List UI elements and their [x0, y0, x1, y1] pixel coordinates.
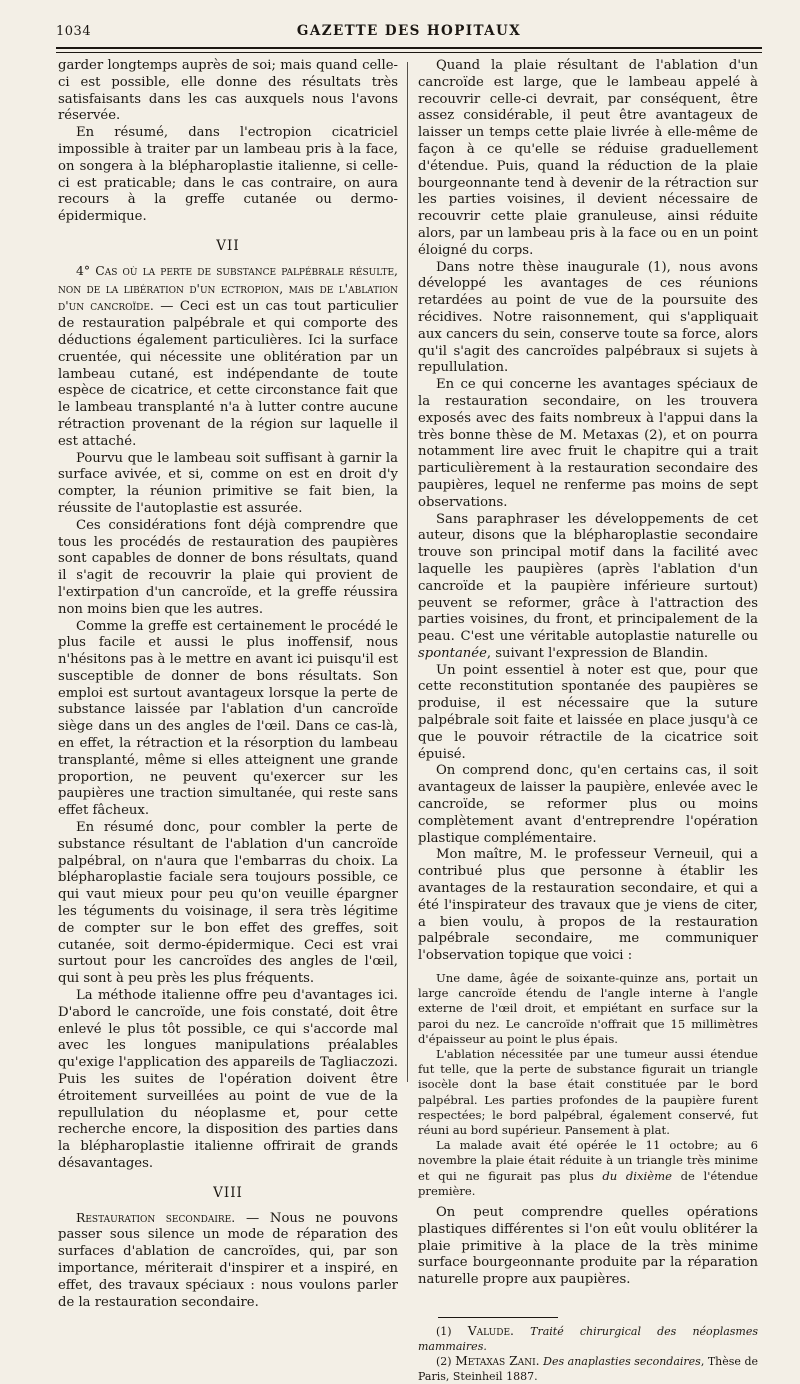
footnote-author: Valude.: [467, 1323, 514, 1339]
header-rule-thick: [56, 47, 762, 49]
section-vii-paragraph: [58, 263, 398, 451]
section-number-vii: VII: [216, 237, 240, 254]
italic-term: spontanée: [418, 645, 487, 661]
case-observation: [418, 971, 758, 1199]
paragraph: Dans notre thèse inaugurale (1), nous avons développé les avantages de ces réunions retardées au point de vue de la poursuite des récidives. Notre raisonnement, qui s'appliquait aux cancers du sein, conserve toute sa force, alors qu'il s'agit des cancroïdes palpébraux si sujets à repullulation.: [418, 259, 758, 376]
paragraph: Comme la greffe est certainement le procédé le plus facile et aussi le plus inoffensif, nous n'hésitons pas à le mettre en avant ici puisqu'il est susceptible de donner de bons résultats. Son emploi est surtout avantageux lorsque la perte de substance laissée par l'ablation d'un cancroïde siège dans un des angles de l'œil. Dans ce cas-là, en effet, la rétraction et la résorption du lambeau transplanté, même si elles atteignent une grande proportion, ne peuvent qu'exercer sur les paupières une traction simultanée, qui reste sans effet fâcheux.: [58, 618, 398, 819]
column-divider: [407, 62, 408, 1082]
section-number-viii: VIII: [213, 1184, 243, 1201]
section-viii-paragraph: [58, 1210, 398, 1312]
paragraph: En ce qui concerne les avantages spéciaux de la restauration secondaire, on les trouvera exposés avec des faits nombreux à l'appui dans la très bonne thèse de M. Metaxas (2), et on pourra notamment lire avec fruit le chapitre qui a trait particulièrement à la restauration secondaire des paupières, lequel ne renferme pas moins de sept observations.: [418, 377, 758, 510]
paragraph: Quand la plaie résultant de l'ablation d'un cancroïde est large, que le lambeau appelé à recouvrir celle-ci devrait, par conséquent, être assez considérable, il peut être avantageux de laisser un temps cette plaie livrée à elle-même de façon à ce qu'elle se réduise graduellement d'étendue. Puis, quand la réduction de la plaie bourgeonnante tend à devenir de la rétraction sur les parties voisines, il devient nécessaire de recouvrir cette plaie granuleuse, ainsi réduite alors, par un lambeau pris à la face ou en un point éloigné du corps.: [418, 58, 758, 258]
observation-paragraph: Une dame, âgée de soixante-quinze ans, portait un large cancroïde étendu de l'angle interne à l'angle externe de l'œil droit, et empiétant en surface sur la paroi du nez. Le cancroïde n'offrait que 15 millimètres d'épaisseur au point le plus épais.: [418, 971, 758, 1046]
footnote-title: Des anaplasties secondaires: [543, 1355, 701, 1369]
page-number: 1034: [56, 24, 92, 39]
paragraph: Un point essentiel à noter est que, pour que cette reconstitution spontanée des paupières se produise, il est nécessaire que la suture palpébrale soit faite et laissée en place jusqu'à ce que le pouvoir rétractile de la cicatrice soit épuisé.: [418, 662, 758, 762]
paragraph: Mon maître, M. le professeur Verneuil, qui a contribué plus que personne à établir les avantages de la restauration secondaire, et qui a été l'inspirateur des travaux que je viens de citer, a bien voulu, à propos de la restauration palpébrale secondaire, me communiquer l'observation topique que voici :: [418, 847, 758, 964]
journal-title: GAZETTE DES HOPITAUX: [296, 23, 522, 39]
header-rule-thin: [56, 52, 762, 53]
text-run: , suivant l'expression de Blandin.: [486, 645, 709, 661]
italic-term: du dixième: [602, 1168, 672, 1183]
paragraph: La méthode italienne offre peu d'avantages ici. D'abord le cancroïde, une fois constaté, doit être enlevé le plus tôt possible, ce qui s'accorde mal avec les longues manipulations préalables qu'exige l'application des appareils de Tagliaczozi. Puis les suites de l'opération doivent être étroitement surveillées au point de vue de la repullulation du néoplasme et, pour cette recherche encore, la disposition des parties dans la blépharoplastie italienne offrirait de grands désavantages.: [58, 988, 398, 1171]
right-column: [418, 58, 758, 1384]
section-viii-text: — Nous ne pouvons passer sous silence un mode de réparation des surfaces d'ablation de cancroïdes, qui, par son importance, mériterait d'inspirer et a inspiré, en effet, des travaux spéciaux : nous voulons parler de la restauration secondaire.: [58, 1210, 398, 1310]
paragraph: garder longtemps auprès de soi; mais quand celle-ci est possible, elle donne des résultats très satisfaisants dans les cas auxquels nous l'avons réservée.: [58, 58, 398, 124]
left-column: [58, 58, 398, 1311]
paragraph: [418, 512, 758, 663]
observation-paragraph: L'ablation nécessitée par une tumeur aussi étendue fut telle, que la perte de substance figurait un triangle isocèle dont la base était constituée par le bord palpébral. Les parties profondes de la paupière furent respectées; le bord palpébral, également conservé, fut réuni au bord supérieur. Pansement à plat.: [418, 1047, 758, 1138]
footnote-author: Metaxas Zani.: [455, 1353, 540, 1369]
section-vii-heading: 4° Cas où la perte de substance palpébrale résulte, non de la libération d'un ectropion, mais de l'ablation d'un cancroïde.: [58, 262, 398, 314]
paragraph: Pourvu que le lambeau soit suffisant à garnir la surface avivée, et si, comme on est en droit d'y compter, la réunion primitive se fait bien, la réussite de l'autoplastie est assurée.: [58, 450, 398, 516]
page-header: [56, 22, 762, 46]
footnote-1: (1) Valude. Traité chirurgical des néoplasmes mammaires.: [418, 1323, 759, 1353]
paragraph: On comprend donc, qu'en certains cas, il soit avantageux de laisser la paupière, enlevée avec le cancroïde, se reformer plus ou moins complètement avant d'entreprendre l'opération plastique complémentaire.: [418, 763, 758, 846]
paragraph: En résumé donc, pour combler la perte de substance résultant de l'ablation d'un cancroïde palpébral, on n'aura que l'embarras du choix. La blépharoplastie faciale sera toujours possible, ce qui vaut mieux pour peu qu'on veuille épargner les téguments du voisinage, il sera très légitime de compter sur le bon effet des greffes, soit cutanée, soit dermo-épidermique. Ceci est vrai surtout pour les cancroïdes des angles de l'œil, qui sont à peu près les plus fréquents.: [58, 820, 398, 987]
section-vii-text: — Ceci est un cas tout particulier de restauration palpébrale et qui comporte des déductions également particulières. Ici la surface cruentée, qui nécessite une oblitération par un lambeau cutané, est indépendante de toute espèce de cicatrice, et cette circonstance fait que le lambeau transplanté n'a à lutter contre aucune rétraction provenant de la région sur laquelle il est attaché.: [58, 299, 398, 449]
footnote-rest: , Thèse de Paris, Steinheil 1887.: [418, 1355, 759, 1383]
section-viii-heading: Restauration secondaire.: [76, 1209, 236, 1225]
text-run: Sans paraphraser les développements de cet auteur, disons que la blépharoplastie secondaire trouve son principal motif dans la facilité avec laquelle les paupières (après l'ablation d'un cancroïde et la paupière inférieure surtout) peuvent se reformer, grâce à l'attraction des parties voisines, du front, et principalement de la peau. C'est une véritable autoplastie naturelle ou: [418, 511, 758, 645]
text-run: La malade avait été opérée le 11 octobre; au 6 novembre la plaie était réduite à un triangle très minime et qui ne figurait pas plus: [418, 1138, 758, 1183]
paragraph: Ces considérations font déjà comprendre que tous les procédés de restauration des paupières sont capables de donner de bons résultats, quand il s'agit de recouvrir la plaie qui provient de l'extirpation d'un cancroïde, et la greffe réussira non moins bien que les autres.: [58, 517, 398, 617]
observation-paragraph: [418, 1138, 758, 1199]
paragraph: On peut comprendre quelles opérations plastiques différentes si l'on eût voulu oblitérer la plaie primitive à la place de la très minime surface bourgeonnante produite par la réparation naturelle propre aux paupières.: [418, 1205, 758, 1288]
paragraph: En résumé, dans l'ectropion cicatriciel impossible à traiter par un lambeau pris à la face, on songera à la blépharoplastie italienne, si celle-ci est praticable; dans le cas contraire, on aura recours à la greffe cutanée ou dermo-épidermique.: [58, 125, 398, 225]
footnote-rule: [438, 1317, 558, 1318]
text-run: de l'étendue première.: [418, 1168, 758, 1198]
footnote-2: (2) Metaxas Zani. Des anaplasties secondaires, Thèse de Paris, Steinheil 1887.: [418, 1353, 759, 1383]
footnote-title: Traité chirurgical des néoplasmes mammaires.: [418, 1325, 759, 1353]
